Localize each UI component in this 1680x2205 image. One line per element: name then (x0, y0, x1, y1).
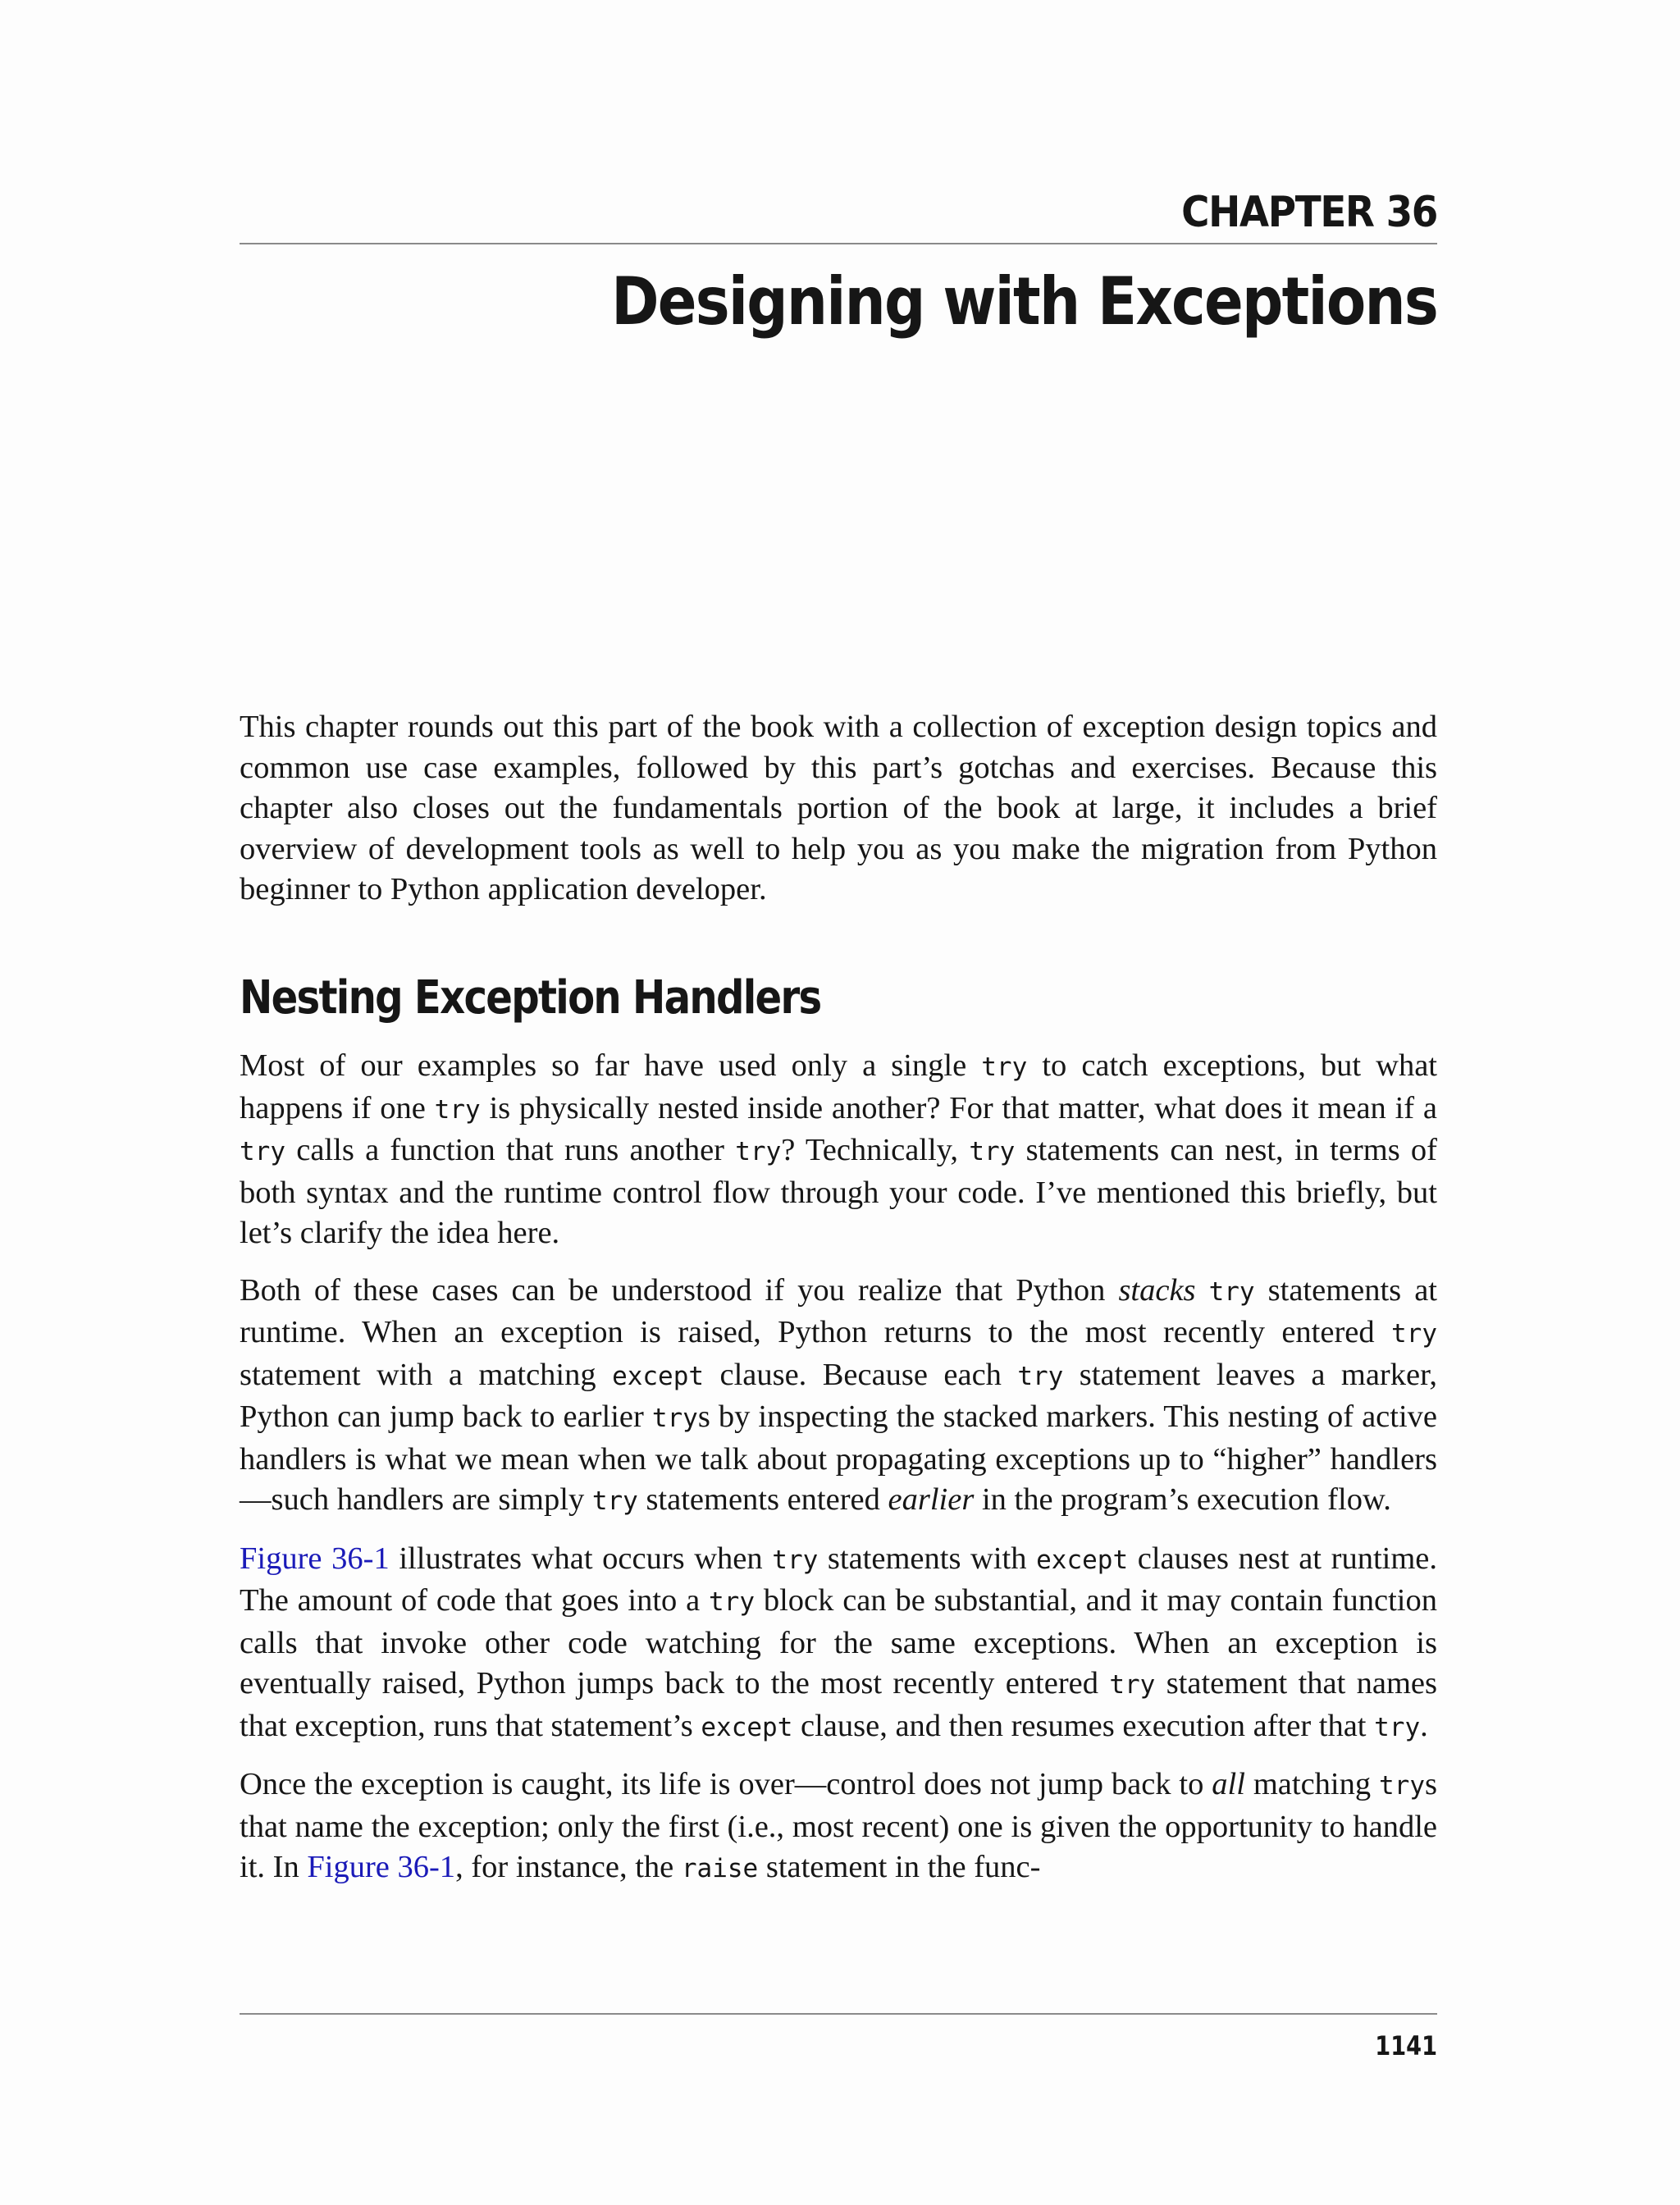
text-run: . (1420, 1708, 1428, 1743)
text-run: clause. Because each (704, 1357, 1018, 1392)
text-run: statements can nest, in terms of both syntax and the runtime control flow through your code. I’ve mentioned this briefly, but let’s clarify the idea here. (240, 1133, 1438, 1250)
text-run: illustrates what occurs when (389, 1541, 773, 1576)
text-run: block can be substantial, and it may contain function calls that invoke other code watching for the same exceptions. When an exception is eventually raised, Python jumps back to the most recently entered (240, 1583, 1437, 1701)
paragraph-2 (240, 1271, 1437, 1522)
text-run: statement with a matching (240, 1357, 613, 1392)
code-try: try (1208, 1276, 1255, 1307)
code-try: try (1017, 1361, 1064, 1391)
figure-36-1-link[interactable]: Figure 36-1 (240, 1541, 390, 1576)
text-run: s by inspecting the stacked markers. This nesting of active handlers is what we mean when we talk about propagating exceptions up to “higher” handlers—such handlers are simply (240, 1399, 1437, 1517)
code-try: try (1391, 1319, 1437, 1349)
page-number: 1141 (1375, 2030, 1437, 2061)
code-try: try (434, 1094, 481, 1125)
text-run: is physically nested inside another? For that matter, what does it mean if a (480, 1090, 1437, 1125)
emphasis: stacks (1118, 1272, 1196, 1308)
text-run (1196, 1273, 1209, 1308)
code-raise: raise (681, 1854, 759, 1883)
footer-rule (240, 2013, 1437, 2015)
text-run: statement that names that exception, runs that statement’s (240, 1666, 1438, 1743)
figure-36-1-link[interactable]: Figure 36-1 (307, 1850, 456, 1884)
text-run: clauses nest at runtime. The amount of code that goes into a (240, 1541, 1437, 1618)
paragraph-4 (240, 1764, 1437, 1890)
code-except: except (612, 1361, 705, 1391)
text-run: statements entered (637, 1482, 888, 1517)
code-try: try (709, 1587, 756, 1617)
code-try: try (1379, 1771, 1426, 1801)
text-run: ? Technically, (781, 1133, 970, 1167)
text-run: calls a function that runs another (285, 1133, 736, 1167)
section-heading: Nesting Exception Handlers (240, 971, 821, 1025)
paragraph-3 (240, 1539, 1437, 1749)
text-run: in the program’s execution flow. (974, 1482, 1391, 1517)
text-run: statement in the func- (758, 1850, 1041, 1884)
code-try: try (969, 1137, 1016, 1166)
paragraph-1 (240, 1046, 1437, 1254)
section-body (240, 1046, 1437, 1906)
text-run: , for instance, the (455, 1850, 682, 1884)
chapter-title: Designing with Exceptions (611, 263, 1437, 340)
emphasis: all (1212, 1767, 1245, 1801)
emphasis: earlier (888, 1482, 975, 1517)
text-run: statements at runtime. When an exception is raised, Python returns to the most recently entered (240, 1272, 1437, 1349)
text-run: matching (1244, 1767, 1380, 1801)
chapter-label: CHAPTER 36 (1181, 188, 1437, 237)
text-run: s that name the exception; only the first (i.e., most recent) one is given the opportunity to handle it. In (240, 1767, 1437, 1884)
code-try: try (981, 1052, 1028, 1082)
intro-text (240, 707, 1437, 927)
code-except: except (1036, 1545, 1129, 1575)
code-try: try (591, 1486, 638, 1516)
code-try: try (651, 1404, 698, 1433)
text-run: to catch exceptions, but what happens if one (240, 1048, 1437, 1125)
code-try: try (1109, 1670, 1156, 1700)
chapter-rule (240, 243, 1437, 244)
code-try: try (735, 1137, 782, 1166)
text-run: statement leaves a marker, Python can jump back to earlier (240, 1357, 1437, 1434)
text-run: Both of these cases can be understood if you realize that Python (240, 1272, 1119, 1308)
code-except: except (701, 1712, 793, 1742)
code-try: try (772, 1545, 819, 1575)
code-try: try (240, 1137, 285, 1166)
code-try: try (1374, 1712, 1421, 1742)
text-run: clause, and then resumes execution after that (792, 1708, 1375, 1743)
text-run: Once the exception is caught, its life is over—control does not jump back to (240, 1767, 1212, 1801)
text-run: Most of our examples so far have used only a single (240, 1048, 982, 1083)
text-run: statements with (818, 1541, 1037, 1576)
intro-paragraph: This chapter rounds out this part of the book with a collection of exception design topics and common use case examples, followed by this part’s gotchas and exercises. Because this chapter also closes out the fundamentals portion of the book at large, it includes a brief overview of development tools as well to help you as you make the migration from Python beginner to Python application developer. (240, 710, 1437, 906)
